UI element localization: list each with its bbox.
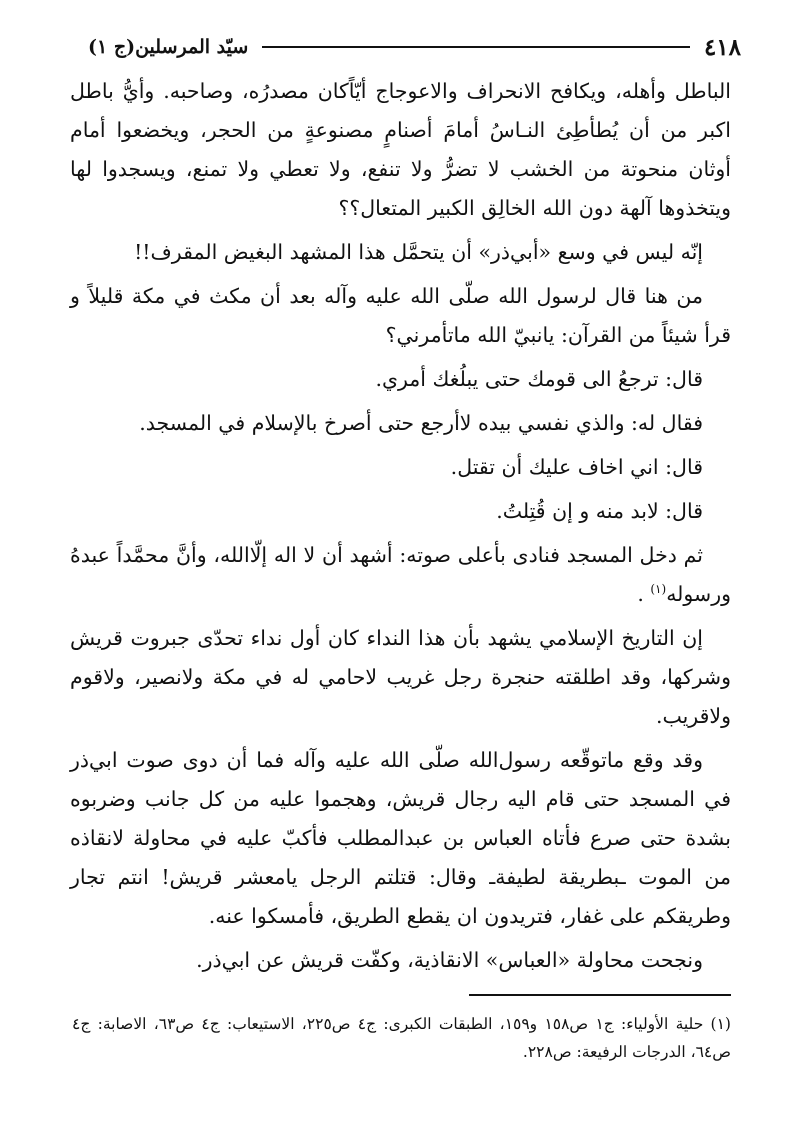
- footnote-text: (١) حلية الأولياء: ج١ ص١٥٨ و١٥٩، الطبقات الكبرى: ج٤ ص٢٢٥، الاستيعاب: ج٤ ص٦٣، الاصابة: ج٤ ص٦٤، الدرجات الرفيعة: ص٢٢٨.: [72, 1015, 731, 1061]
- paragraph: إنّه ليس في وسع «أبي‌ذر» أن يتحمَّل هذا المشهد البغيض المقرف!!: [134, 240, 703, 264]
- running-title: سيّد المرسلين(ج ١): [88, 36, 249, 58]
- paragraph-with-footnote: [70, 536, 731, 614]
- footnote: [72, 1010, 731, 1066]
- paragraph: فقال له: والذي نفسي بيده لاأرجع حتى أصرخ بالإسلام في المسجد.: [139, 411, 703, 435]
- paragraph: قال: لابد منه و إن قُتِلتُ.: [496, 499, 703, 523]
- paragraph: ونجحت محاولة «العباس» الانقاذية، وكفّت قريش عن ابي‌ذر.: [196, 948, 703, 972]
- header-rule: [262, 46, 690, 48]
- paragraph: قال: ترجعُ الى قومك حتى يبلُغك أمري.: [375, 367, 703, 391]
- paragraph: قال: اني اخاف عليك أن تقتل.: [450, 455, 703, 479]
- footnote-separator: [469, 994, 731, 996]
- paragraph: من هنا قال لرسول الله صلّى الله عليه وآله بعد أن مكث في مكة قليلاً و قرأ شيئاً من القرآن: يانبيّ الله ماتأمرني؟: [70, 284, 731, 347]
- paragraph: وقد وقع ماتوقّعه رسول‌الله صلّى الله عليه وآله فما أن دوى صوت ابي‌ذر في المسجد حتى قام اليه رجال قريش، وهجموا عليه من كل جانب وضربوه بشدة حتى صرع فأتاه العباس بن عبدالمطلب فأكبّ عليه في محاولة لانقاذه من الموت ـبطريقة لطيفةـ وقال: قتلتم الرجل يامعشر قريش! انتم تجار وطريقكم على غفار، فتريدون ان يقطع الطريق، فأمسكوا عنه.: [70, 748, 731, 928]
- body-text: [70, 72, 731, 985]
- page-number: ٤١٨: [703, 33, 741, 61]
- paragraph-text: ثم دخل المسجد فنادى بأعلى صوته: أشهد أن لا اله إلّاالله، وأنَّ محمَّداً عبدهُ ورسوله: [70, 543, 731, 606]
- footnote-reference: (١): [650, 582, 667, 597]
- paragraph-tail: .: [637, 582, 651, 606]
- paragraph: الباطل وأهله، ويكافح الانحراف والاعوجاج أيّاًكان مصدرُه، وصاحبه. وأيُّ باطل اكبر من أن يُطأطِئ النـاسُ أمامَ أصنامٍ مصنوعةٍ من الحجر، ويخضعوا أمام أوثان منحوتة من الخشب لا تضرُّ ولا تنفع، ولا تعطي ولا تمنع، ويسجدوا لها ويتخذوها آلهة دون الله الخالِق الكبير المتعال؟؟: [70, 79, 731, 220]
- paragraph: إن التاريخ الإسلامي يشهد بأن هذا النداء كان أول نداء تحدّى جبروت قريش وشركها، وقد اطلقته حنجرة رجل غريب لاحامي له في مكة ولانصير، ولاقوم ولاقريب.: [70, 626, 731, 728]
- page-header: [88, 30, 741, 64]
